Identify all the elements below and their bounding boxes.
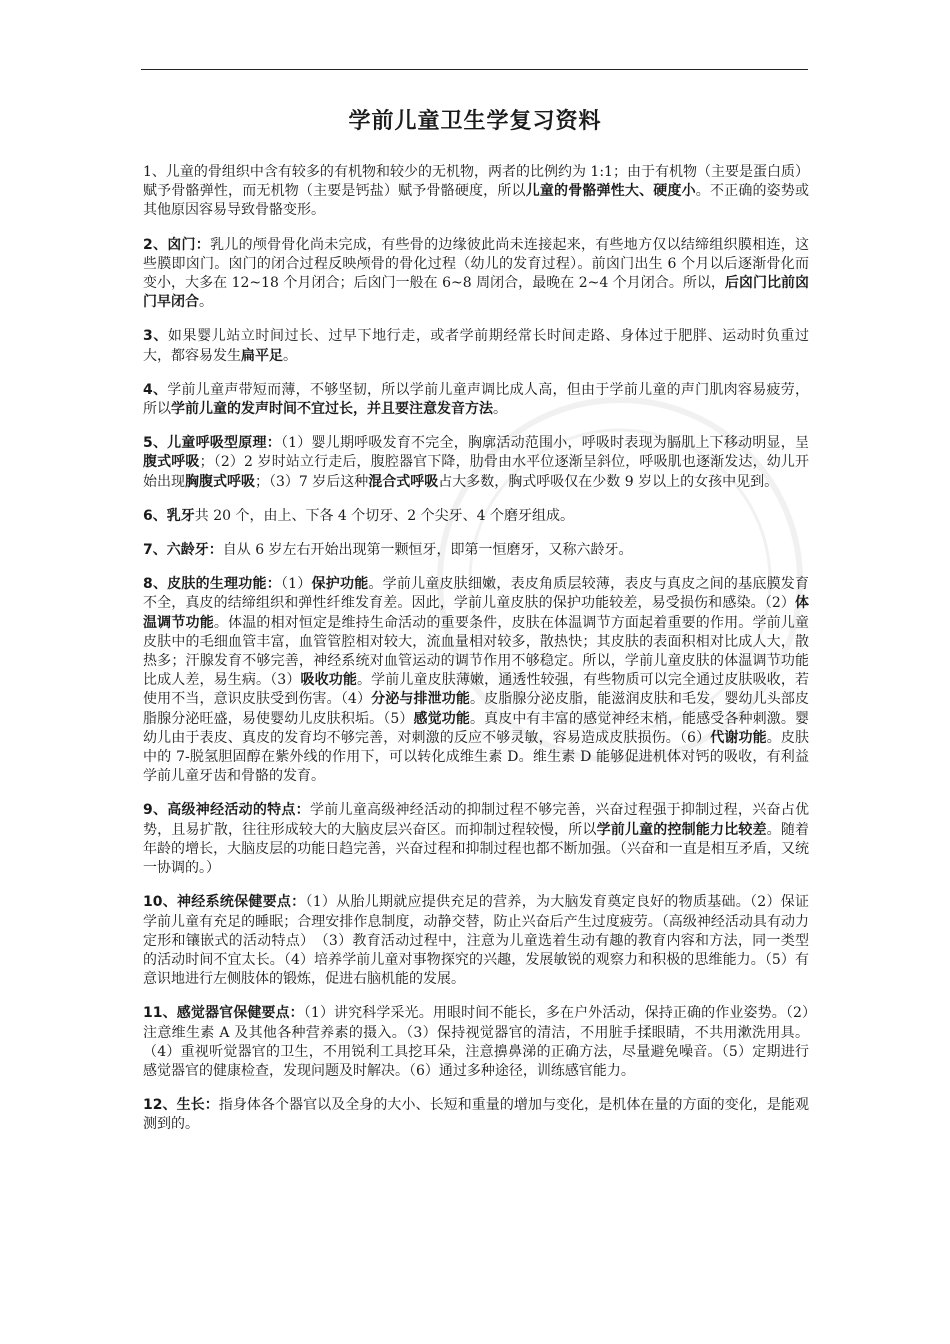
paragraph-3 bbox=[143, 327, 809, 365]
body-text: （1）婴儿期呼吸发育不完全，胸廓活动范围小，呼吸时表现为膈肌上下移动明显，呈 bbox=[280, 435, 810, 452]
emphasis-text: 6、乳牙 bbox=[143, 507, 195, 524]
body-text: 。体温的相对恒定是维持生命活动的重要条件，皮肤在体温调节方面起着重要的作用。学前儿童皮肤中的毛细血管丰富，血管管腔相对较大，流血量相对较多，散热快；其皮肤的表面积相对比成人大，散热多；汗腺发育不够完善，神经系统对血管运动的调节作用不够稳定。所以，学前儿童皮肤的体温调节功能比成人差，易生病。（3） bbox=[143, 614, 810, 689]
emphasis-text: 体温调节功能 bbox=[143, 595, 809, 631]
emphasis-text: 9、高级神经活动的特点： bbox=[143, 802, 310, 819]
emphasis-text: 7、六龄牙： bbox=[143, 542, 223, 559]
paragraph-11 bbox=[143, 1004, 809, 1081]
paragraph-6 bbox=[143, 507, 809, 526]
body-text: 。 bbox=[493, 401, 507, 418]
paragraph-8 bbox=[143, 575, 809, 786]
paragraph-1 bbox=[143, 163, 809, 221]
body-text: 学前儿童声带短而薄，不够坚韧，所以学前儿童声调比成人高，但由于学前儿童的声门肌肉容易疲劳，所以 bbox=[143, 381, 809, 418]
body-text: （1）从胎儿期就应提供充足的营养，为大脑发育奠定良好的物质基础。（2）保证学前儿童有充足的睡眠；合理安排作息制度，动静交替，防止兴奋后产生过度疲劳。（高级神经活动具有动力定形和镶嵌式的活动特点） （3）教育活动过程中，注意为儿童选着生动有趣的教育内容和方法，同一类型的活动时间不宜太长。（4）培养学前儿童对事物探究的兴趣，发展敏锐的观察力和积极的思维能力。（5）有意识地进行左侧肢体的锻炼，促进右脑机能的发展。 bbox=[143, 894, 810, 988]
emphasis-text: 胸腹式呼吸 bbox=[185, 473, 255, 490]
body-text: （1）讲究科学采光。用眼时间不能长，多在户外活动，保持正确的作业姿势。（2）注意维生素 A 及其他各种营养素的摄入。（3）保持视觉器官的清洁，不用脏手揉眼睛，不共用漱洗用具。（4）重视听觉器官的卫生，不用锐利工具挖耳朵，注意擤鼻涕的正确方法，尽量避免噪音。（5）定期进行感觉器官的健康检查，发现问题及时解决。（6）通过多种途径，训练感官能力。 bbox=[143, 1005, 810, 1079]
emphasis-text: 4、 bbox=[143, 381, 168, 398]
body-text: 乳儿的颅骨骨化尚未完成，有些骨的边缘彼此尚未连接起来，有些地方仅以结缔组织膜相连，这些膜即囟门。囟门的闭合过程反映颅骨的骨化过程（幼儿的发育过程）。前囟门出生 6 个月以后逐渐骨化而变小，大多在 12~18 个月闭合；后囟门一般在 6~8 周闭合，最晚在 2~4 个月闭合。所以， bbox=[143, 236, 809, 292]
body-text: ；（3）7 岁后这种 bbox=[255, 473, 369, 490]
emphasis-text: 3、 bbox=[143, 328, 168, 345]
emphasis-text: 分泌与排泄功能 bbox=[371, 691, 471, 708]
body-text: 。学前儿童皮肤薄嫩，通透性较强，有些物质可以完全通过皮肤吸收，若使用不当，意识皮肤受到伤害。（4） bbox=[143, 672, 810, 708]
emphasis-text: 后囟门比前囟门早闭合 bbox=[143, 275, 810, 311]
emphasis-text: 代谢功能 bbox=[710, 729, 767, 746]
emphasis-text: 混合式呼吸 bbox=[368, 473, 439, 490]
emphasis-text: 感觉功能 bbox=[413, 710, 471, 727]
emphasis-text: 2、囟门： bbox=[143, 236, 211, 253]
emphasis-text: 扁平足 bbox=[241, 347, 283, 364]
emphasis-text: 11、感觉器官保健要点： bbox=[143, 1005, 304, 1022]
body-text: 如果婴儿站立时间过长、过早下地行走，或者学前期经常长时间走路、身体过于肥胖、运动时负重过大，都容易发生 bbox=[143, 328, 810, 364]
paragraph-5 bbox=[143, 434, 809, 492]
emphasis-text: 保护功能 bbox=[311, 576, 369, 593]
body-text: 。皮肤中的 7-脱氢胆固醇在紫外线的作用下，可以转化成维生素 D。维生素 D 能够促进机体对钙的吸收，有利益学前儿童牙齿和骨骼的发育。 bbox=[143, 729, 810, 785]
emphasis-text: 5、儿童呼吸型原理： bbox=[143, 435, 281, 452]
paragraph-7 bbox=[143, 541, 809, 560]
document-title: 学前儿童卫生学复习资料 bbox=[348, 109, 602, 134]
body-text: 1、儿童的骨组织中含有较多的有机物和较少的无机物，两者的比例约为 1:1；由于有机物（主要是蛋白质）赋予骨骼弹性，而无机物（主要是钙盐）赋予骨骼硬度，所以 bbox=[143, 164, 809, 200]
body-text: 。皮脂腺分泌皮脂，能滋润皮肤和毛发，婴幼儿头部皮脂腺分泌旺盛，易使婴幼儿皮肤积垢。（5） bbox=[143, 691, 810, 727]
emphasis-text: 学前儿童的控制能力比较差 bbox=[596, 821, 767, 838]
emphasis-text: 12、生长： bbox=[143, 1097, 219, 1114]
body-text: （1） bbox=[280, 576, 312, 593]
emphasis-text: 学前儿童的发声时间不宜过长，并且要注意发音方法 bbox=[171, 401, 493, 418]
paragraph-9 bbox=[143, 801, 809, 878]
body-text: 共 20 个，由上、下各 4 个切牙、2 个尖牙、4 个磨牙组成。 bbox=[194, 507, 574, 524]
body-text: 。 bbox=[199, 294, 213, 311]
body-text: 。不正确的姿势或其他原因容易导致骨骼变形。 bbox=[143, 183, 810, 219]
emphasis-text: 10、神经系统保健要点： bbox=[143, 894, 306, 911]
body-text: 。随着年龄的增长，大脑皮层的功能日趋完善，兴奋过程和抑制过程也都不断加强。（兴奋和一直是相互矛盾，又统一协调的。） bbox=[143, 821, 810, 877]
body-text: 指身体各个器官以及全身的大小、长短和重量的增加与变化，是机体在量的方面的变化，是能观测到的。 bbox=[143, 1097, 810, 1133]
header-rule bbox=[141, 69, 808, 70]
body-text: 。真皮中有丰富的感觉神经末梢，能感受各种刺激。婴幼儿由于表皮、真皮的发育均不够完善，对刺激的反应不够灵敏，容易造成皮肤损伤。（6） bbox=[143, 710, 810, 746]
body-text: 占大多数，胸式呼吸仅在少数 9 岁以上的女孩中见到。 bbox=[438, 473, 779, 490]
body-text: 学前儿童高级神经活动的抑制过程不够完善，兴奋过程强于抑制过程，兴奋占优势，且易扩散，往往形成较大的大脑皮层兴奋区。而抑制过程较慢，所以 bbox=[143, 802, 809, 838]
body-text: 。学前儿童皮肤细嫩，表皮角质层较薄，表皮与真皮之间的基底膜发育不全，真皮的结缔组织和弹性纤维发育差。因此，学前儿童皮肤的保护功能较差，易受损伤和感染。（2） bbox=[143, 576, 810, 612]
paragraph-4 bbox=[143, 381, 809, 419]
emphasis-text: 8、皮肤的生理功能： bbox=[143, 576, 281, 593]
emphasis-text: 吸收功能 bbox=[300, 672, 357, 689]
body-text: 。 bbox=[283, 347, 297, 364]
document-body bbox=[143, 163, 809, 1150]
paragraph-2 bbox=[143, 236, 809, 313]
body-text: 自从 6 岁左右开始出现第一颗恒牙，即第一恒磨牙，又称六龄牙。 bbox=[222, 542, 633, 559]
emphasis-text: 腹式呼吸 bbox=[143, 454, 200, 471]
emphasis-text: 儿童的骨骼弹性大、硬度小 bbox=[525, 183, 696, 200]
paragraph-12 bbox=[143, 1096, 809, 1134]
body-text: ；（2）2 岁时站立行走后，腹腔器官下降，肋骨由水平位逐渐呈斜位，呼吸肌也逐渐发达，幼儿开始出现 bbox=[143, 454, 810, 490]
paragraph-10 bbox=[143, 893, 809, 989]
